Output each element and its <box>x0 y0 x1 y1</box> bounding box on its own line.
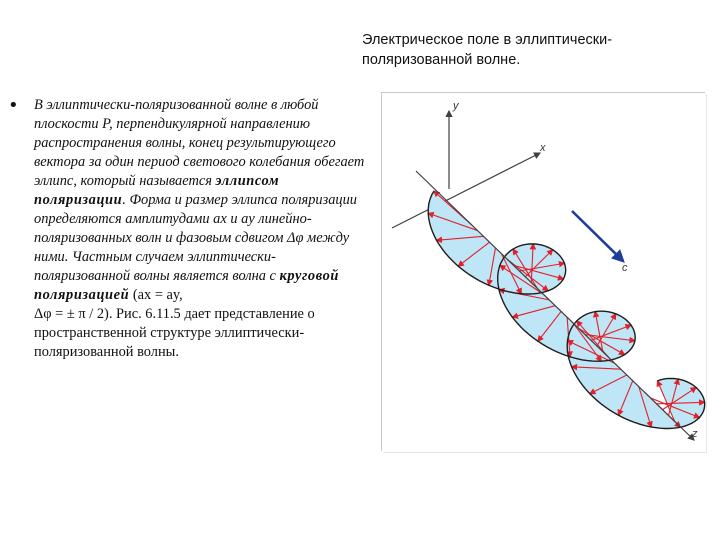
z-axis-line <box>416 171 694 440</box>
body-paragraph <box>34 96 370 362</box>
wave-figure <box>382 93 706 452</box>
wave-spiral <box>428 191 705 428</box>
x-axis-line <box>392 153 540 228</box>
figure-caption <box>362 30 712 70</box>
text-part-4: Δφ = ± π / 2). Рис. 6.11.5 дает представление о пространственной структуре эллиптически-поляризованной волны. <box>34 306 315 360</box>
caption-line-2: поляризованной волне. <box>362 52 521 68</box>
caption-line-1: Электрическое поле в эллиптически- <box>362 32 613 48</box>
term-polarization-ellipse: эллипсом поляризации <box>34 173 280 208</box>
y-axis-label: y <box>453 100 459 112</box>
text-part-1: В эллиптически-поляризованной волне в любой плоскости P, перпендикулярной направлению распространения волны, конец результирующего вектора за один период светового колебания обегает эллипс, который называется <box>34 97 365 189</box>
wave-diagram <box>382 93 706 452</box>
propagation-label: c <box>622 262 628 274</box>
z-axis-label: z <box>692 428 698 440</box>
propagation-arrow <box>572 211 623 261</box>
term-circular-polarization: круговой поляризацией <box>34 268 339 303</box>
x-axis-label: x <box>540 142 546 154</box>
text-part-3: (ax = ay, <box>129 287 183 303</box>
text-part-2: . Форма и размер эллипса поляризации определяются амплитудами ax и ay линейно-поляризованных волн и фазовым сдвигом Δφ между ними. Частным случаем эллиптически-поляризованной волны является волна с <box>34 192 358 284</box>
bullet-marker: • <box>8 95 19 116</box>
wave-shaded-surface <box>428 191 705 428</box>
